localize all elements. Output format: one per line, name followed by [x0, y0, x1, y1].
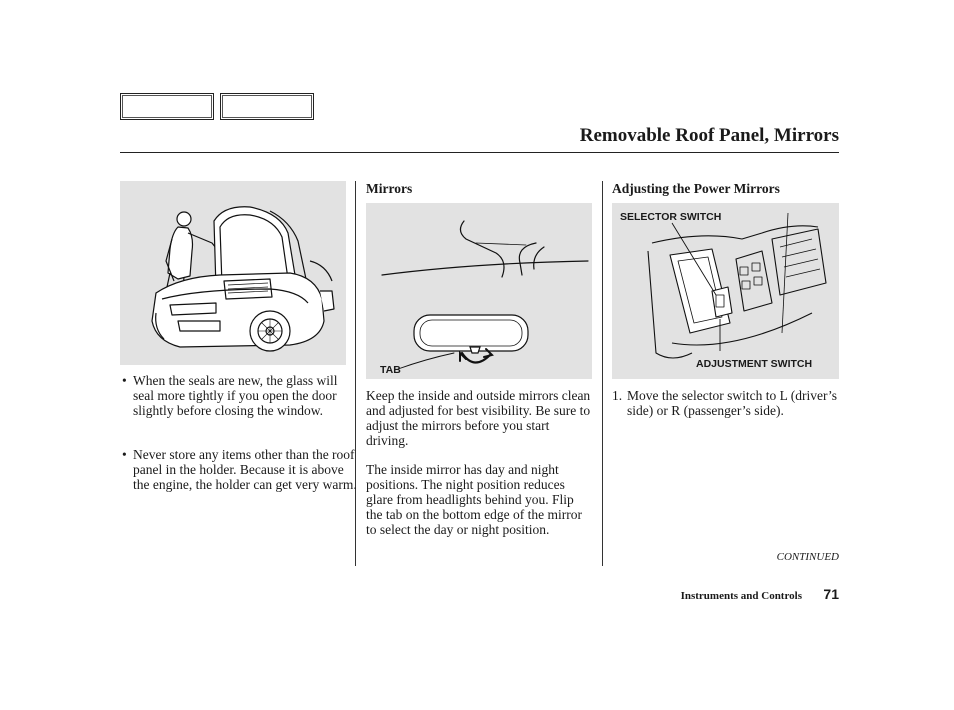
list-item	[612, 388, 854, 418]
page-number: 71	[823, 586, 839, 602]
rearview-mirror-illustration	[366, 203, 592, 379]
adjustment-switch-label: ADJUSTMENT SWITCH	[696, 358, 813, 370]
bullet-text: Never store any items other than the roof panel in the holder. Because it is above the engine, the holder can get very warm.	[133, 447, 357, 492]
step-number: 1.	[612, 388, 623, 403]
roof-panel-illustration	[120, 181, 346, 365]
bullet-icon: •	[122, 373, 127, 388]
page-title: Removable Roof Panel, Mirrors	[579, 125, 839, 146]
nav-box-previous[interactable]	[120, 93, 214, 120]
footer-section-name: Instruments and Controls	[680, 590, 802, 602]
tab-label: TAB	[380, 364, 401, 376]
selector-switch-label: SELECTOR SWITCH	[620, 211, 722, 223]
section-heading-power-mirrors: Adjusting the Power Mirrors	[612, 181, 780, 196]
bullet-icon: •	[122, 447, 127, 462]
bullet-text: When the seals are new, the glass will seal more tightly if you open the door slightly before closing the window.	[133, 373, 338, 418]
section-heading-mirrors: Mirrors	[366, 181, 413, 196]
continued-label: CONTINUED	[776, 551, 839, 563]
column-divider-right	[602, 181, 603, 566]
step-text: Move the selector switch to L (driver’s side) or R (passenger’s side).	[627, 388, 837, 418]
nav-box-next[interactable]	[220, 93, 314, 120]
title-rule	[120, 152, 839, 153]
list-item	[120, 373, 359, 418]
mirrors-paragraph-2: The inside mirror has day and night positions. The night position reduces glare from headlights behind you. Flip the tab on the bottom edge of the mirror to select the day or night position.	[366, 462, 582, 537]
door-switch-panel-drawing	[612, 203, 839, 379]
car-rear-engine-lid-drawing	[120, 181, 346, 365]
list-item	[120, 447, 359, 492]
power-mirror-switch-illustration	[612, 203, 839, 379]
mirrors-paragraph-1: Keep the inside and outside mirrors clean and adjusted for best visibility. Be sure to adjust the mirrors before you start driving.	[366, 388, 591, 448]
rearview-mirror-drawing	[366, 203, 592, 379]
